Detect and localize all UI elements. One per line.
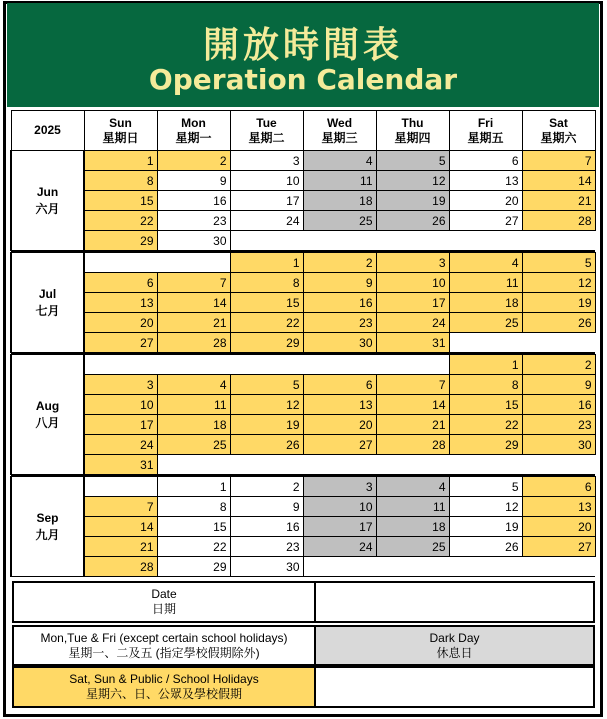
week-row xyxy=(11,151,595,171)
empty-cell xyxy=(157,355,230,375)
day-cell: 14 xyxy=(522,171,595,191)
day-cell: 19 xyxy=(230,415,303,435)
day-cell: 13 xyxy=(522,497,595,517)
day-cell: 4 xyxy=(449,253,522,273)
empty-cell xyxy=(84,253,157,273)
day-cell: 25 xyxy=(376,537,449,557)
day-cell: 27 xyxy=(522,537,595,557)
day-cell: 18 xyxy=(449,293,522,313)
month-zh: 七月 xyxy=(35,303,60,318)
day-cell: 3 xyxy=(230,151,303,171)
empty-cell xyxy=(303,455,376,475)
day-cell: 26 xyxy=(449,537,522,557)
legend-dark-en: Dark Day xyxy=(429,630,480,645)
day-cell: 6 xyxy=(84,273,157,293)
week-row xyxy=(11,333,595,353)
day-cell: 2 xyxy=(230,477,303,497)
day-cell: 6 xyxy=(449,151,522,171)
legend-weekday-zh: 星期一、二及五 (指定學校假期除外) xyxy=(68,645,260,660)
day-cell: 14 xyxy=(157,293,230,313)
week-row xyxy=(11,191,595,211)
week-row xyxy=(11,395,595,415)
day-cell: 16 xyxy=(230,517,303,537)
legend-weekday-cell xyxy=(14,627,316,664)
day-cell: 18 xyxy=(376,517,449,537)
day-cell: 27 xyxy=(449,211,522,231)
day-cell: 9 xyxy=(303,273,376,293)
day-cell: 3 xyxy=(376,253,449,273)
week-row xyxy=(11,171,595,191)
legend-weekday-row xyxy=(12,625,595,666)
empty-cell xyxy=(230,355,303,375)
legend-open-cell xyxy=(14,668,316,706)
day-zh: 星期三 xyxy=(321,130,358,145)
day-cell: 8 xyxy=(449,375,522,395)
legend-open-zh: 星期六、日、公眾及學校假期 xyxy=(85,687,242,701)
day-zh: 星期一 xyxy=(175,130,212,145)
day-cell: 5 xyxy=(230,375,303,395)
day-cell: 7 xyxy=(376,375,449,395)
day-cell: 11 xyxy=(449,273,522,293)
day-cell: 10 xyxy=(303,497,376,517)
week-row xyxy=(11,375,595,395)
week-row xyxy=(11,537,595,557)
calendar-body xyxy=(11,151,595,577)
day-cell: 1 xyxy=(84,151,157,171)
day-en: Wed xyxy=(326,115,353,130)
day-cell: 7 xyxy=(522,151,595,171)
day-cell: 23 xyxy=(303,313,376,333)
legend-date-zh: 日期 xyxy=(151,602,176,616)
empty-cell xyxy=(449,231,522,251)
day-cell: 17 xyxy=(84,415,157,435)
empty-cell xyxy=(157,253,230,273)
day-cell: 10 xyxy=(230,171,303,191)
day-en: Mon xyxy=(181,115,206,130)
day-cell: 22 xyxy=(84,211,157,231)
day-cell: 11 xyxy=(303,171,376,191)
empty-cell xyxy=(522,455,595,475)
week-row xyxy=(11,415,595,435)
empty-cell xyxy=(84,477,157,497)
day-cell: 5 xyxy=(449,477,522,497)
week-row xyxy=(11,455,595,475)
calendar-header xyxy=(7,3,599,107)
day-cell: 9 xyxy=(157,171,230,191)
day-cell: 21 xyxy=(522,191,595,211)
day-cell: 31 xyxy=(84,455,157,475)
day-cell: 29 xyxy=(84,231,157,251)
empty-cell xyxy=(522,557,595,577)
day-zh: 星期五 xyxy=(467,130,504,145)
day-cell: 7 xyxy=(157,273,230,293)
day-cell: 2 xyxy=(157,151,230,171)
month-label-sep xyxy=(11,477,84,577)
empty-cell xyxy=(522,231,595,251)
day-cell: 15 xyxy=(449,395,522,415)
day-cell: 27 xyxy=(84,333,157,353)
day-cell: 23 xyxy=(230,537,303,557)
day-header-wed xyxy=(303,111,376,151)
day-cell: 18 xyxy=(303,191,376,211)
day-cell: 23 xyxy=(157,211,230,231)
legend-dark-zh: 休息日 xyxy=(436,645,473,660)
day-cell: 5 xyxy=(376,151,449,171)
day-cell: 30 xyxy=(303,333,376,353)
week-row xyxy=(11,355,595,375)
day-cell: 8 xyxy=(84,171,157,191)
legend-date-blank xyxy=(316,583,593,621)
day-cell: 3 xyxy=(84,375,157,395)
empty-cell xyxy=(449,557,522,577)
day-cell: 20 xyxy=(84,313,157,333)
empty-cell xyxy=(376,355,449,375)
day-cell: 29 xyxy=(449,435,522,455)
day-cell: 29 xyxy=(157,557,230,577)
day-header-tue xyxy=(230,111,303,151)
week-row xyxy=(11,557,595,577)
day-cell: 23 xyxy=(522,415,595,435)
month-zh: 六月 xyxy=(35,201,60,216)
month-en: Jul xyxy=(38,286,57,301)
month-en: Aug xyxy=(35,398,60,413)
day-cell: 15 xyxy=(84,191,157,211)
day-cell: 24 xyxy=(84,435,157,455)
day-header-thu xyxy=(376,111,449,151)
day-cell: 20 xyxy=(303,415,376,435)
week-row xyxy=(11,517,595,537)
day-cell: 30 xyxy=(522,435,595,455)
month-en: Jun xyxy=(36,184,59,199)
day-cell: 12 xyxy=(449,497,522,517)
day-cell: 27 xyxy=(303,435,376,455)
day-cell: 29 xyxy=(230,333,303,353)
month-zh: 八月 xyxy=(35,415,60,430)
legend-date-cell xyxy=(14,583,316,621)
day-cell: 22 xyxy=(157,537,230,557)
day-cell: 11 xyxy=(157,395,230,415)
day-cell: 16 xyxy=(522,395,595,415)
day-cell: 15 xyxy=(230,293,303,313)
day-header-fri xyxy=(449,111,522,151)
day-cell: 30 xyxy=(230,557,303,577)
legend-open-row xyxy=(12,666,595,708)
empty-cell xyxy=(303,231,376,251)
day-cell: 2 xyxy=(303,253,376,273)
legend-dark-cell xyxy=(316,627,593,664)
day-cell: 19 xyxy=(449,517,522,537)
legend-weekday-en: Mon,Tue & Fri (except certain school holidays) xyxy=(40,630,288,645)
day-cell: 1 xyxy=(449,355,522,375)
day-cell: 30 xyxy=(157,231,230,251)
week-row xyxy=(11,313,595,333)
month-label-jun xyxy=(11,151,84,251)
week-row xyxy=(11,211,595,231)
title-english: Operation Calendar xyxy=(148,63,458,96)
week-row xyxy=(11,231,595,251)
day-zh: 星期二 xyxy=(248,130,285,145)
day-cell: 4 xyxy=(376,477,449,497)
empty-cell xyxy=(376,455,449,475)
week-row xyxy=(11,293,595,313)
day-header-sat xyxy=(522,111,595,151)
empty-cell xyxy=(376,557,449,577)
day-en: Sun xyxy=(109,115,132,130)
day-cell: 3 xyxy=(303,477,376,497)
day-cell: 14 xyxy=(84,517,157,537)
day-cell: 12 xyxy=(522,273,595,293)
day-zh: 星期六 xyxy=(540,130,577,145)
empty-cell xyxy=(230,455,303,475)
day-en: Thu xyxy=(401,115,424,130)
day-cell: 8 xyxy=(230,273,303,293)
day-cell: 11 xyxy=(376,497,449,517)
day-cell: 1 xyxy=(157,477,230,497)
day-cell: 1 xyxy=(230,253,303,273)
day-cell: 13 xyxy=(449,171,522,191)
day-cell: 26 xyxy=(230,435,303,455)
day-cell: 6 xyxy=(303,375,376,395)
day-cell: 28 xyxy=(522,211,595,231)
day-cell: 25 xyxy=(157,435,230,455)
empty-cell xyxy=(157,455,230,475)
day-cell: 17 xyxy=(230,191,303,211)
day-cell: 15 xyxy=(157,517,230,537)
day-cell: 17 xyxy=(303,517,376,537)
title-chinese: 開放時間表 xyxy=(202,25,403,66)
day-cell: 24 xyxy=(230,211,303,231)
empty-cell xyxy=(449,333,522,353)
day-cell: 28 xyxy=(376,435,449,455)
week-row xyxy=(11,477,595,497)
day-cell: 20 xyxy=(522,517,595,537)
week-row xyxy=(11,253,595,273)
day-cell: 17 xyxy=(376,293,449,313)
weekday-header-row xyxy=(11,111,595,151)
day-cell: 22 xyxy=(230,313,303,333)
day-cell: 28 xyxy=(157,333,230,353)
day-cell: 8 xyxy=(157,497,230,517)
day-cell: 12 xyxy=(230,395,303,415)
day-cell: 25 xyxy=(303,211,376,231)
day-cell: 6 xyxy=(522,477,595,497)
year-label: 2025 xyxy=(11,111,84,151)
legend-open-en: Sat, Sun & Public / School Holidays xyxy=(69,672,259,686)
day-en: Fri xyxy=(477,115,494,130)
legend-date-en: Date xyxy=(151,587,177,601)
week-row xyxy=(11,497,595,517)
calendar-table xyxy=(10,110,596,577)
month-label-jul xyxy=(11,253,84,353)
day-cell: 4 xyxy=(157,375,230,395)
day-cell: 16 xyxy=(303,293,376,313)
day-cell: 19 xyxy=(522,293,595,313)
day-zh: 星期四 xyxy=(394,130,431,145)
month-en: Sep xyxy=(36,510,59,525)
week-row xyxy=(11,273,595,293)
day-header-mon xyxy=(157,111,230,151)
day-cell: 14 xyxy=(376,395,449,415)
day-header-sun xyxy=(84,111,157,151)
day-cell: 2 xyxy=(522,355,595,375)
month-label-aug xyxy=(11,355,84,475)
day-cell: 7 xyxy=(84,497,157,517)
day-zh: 星期日 xyxy=(102,130,139,145)
empty-cell xyxy=(522,333,595,353)
day-cell: 10 xyxy=(84,395,157,415)
legend-open-blank xyxy=(316,668,593,706)
day-cell: 25 xyxy=(449,313,522,333)
empty-cell xyxy=(449,455,522,475)
day-cell: 22 xyxy=(449,415,522,435)
empty-cell xyxy=(376,231,449,251)
day-cell: 13 xyxy=(303,395,376,415)
empty-cell xyxy=(230,231,303,251)
day-cell: 18 xyxy=(157,415,230,435)
empty-cell xyxy=(303,355,376,375)
month-zh: 九月 xyxy=(35,527,60,542)
day-cell: 10 xyxy=(376,273,449,293)
day-cell: 31 xyxy=(376,333,449,353)
day-cell: 19 xyxy=(376,191,449,211)
day-cell: 5 xyxy=(522,253,595,273)
day-cell: 24 xyxy=(376,313,449,333)
empty-cell xyxy=(303,557,376,577)
day-cell: 21 xyxy=(84,537,157,557)
day-cell: 4 xyxy=(303,151,376,171)
day-cell: 12 xyxy=(376,171,449,191)
day-cell: 28 xyxy=(84,557,157,577)
day-cell: 26 xyxy=(522,313,595,333)
week-row xyxy=(11,435,595,455)
day-cell: 26 xyxy=(376,211,449,231)
day-cell: 21 xyxy=(376,415,449,435)
legend-date-row xyxy=(12,581,595,623)
day-cell: 13 xyxy=(84,293,157,313)
day-cell: 21 xyxy=(157,313,230,333)
day-cell: 16 xyxy=(157,191,230,211)
day-en: Tue xyxy=(256,115,277,130)
day-cell: 20 xyxy=(449,191,522,211)
day-cell: 24 xyxy=(303,537,376,557)
day-cell: 9 xyxy=(522,375,595,395)
day-cell: 9 xyxy=(230,497,303,517)
day-en: Sat xyxy=(549,115,568,130)
empty-cell xyxy=(84,355,157,375)
